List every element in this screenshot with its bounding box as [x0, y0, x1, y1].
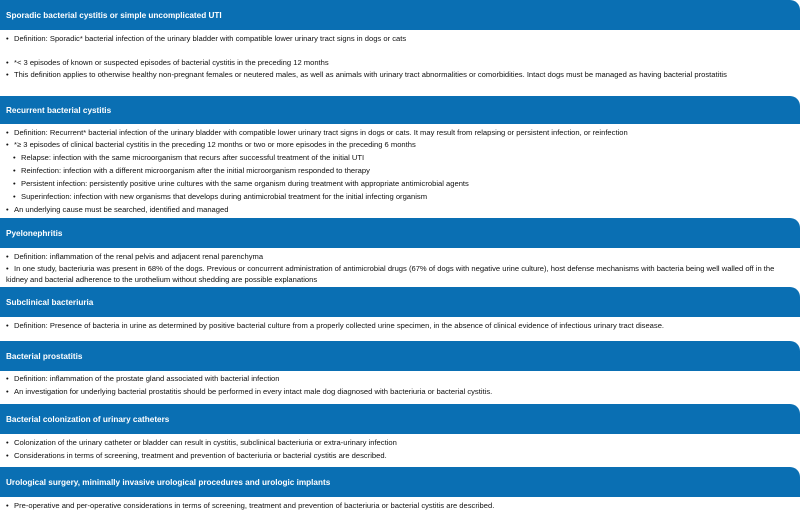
list-item: • In one study, bacteriuria was present in 68% of the dogs. Previous or concurrent administration of antimicrobial drugs (67% of dogs with negative urine culture), host defense mechanisms with bacteria being well walled off in the kidney and bacterial adherence to the urothelium without shedding are possible explanations — [6, 264, 775, 284]
section-header-urological-surgery — [0, 467, 800, 497]
bullet-icon: • — [13, 179, 16, 188]
list-item: • Definition: Recurrent* bacterial infection of the urinary bladder with compatible lower urinary tract signs in dogs or cats. It may result from relapsing or persistent infection, or reinfection — [6, 128, 628, 137]
section-title: Urological surgery, minimally invasive urological procedures and urologic implants — [6, 477, 331, 487]
bullet-icon: • — [6, 321, 9, 330]
bullet-icon: • — [6, 140, 9, 149]
bullet-icon: • — [6, 205, 9, 214]
bullet-icon: • — [6, 501, 9, 510]
list-item: • Persistent infection: persistently positive urine cultures with the same organism during treatment with appropriate antimicrobial agents — [13, 179, 469, 188]
bullet-icon: • — [6, 387, 9, 396]
section-header-sporadic-cystitis — [0, 0, 800, 30]
bullet-icon: • — [6, 34, 9, 43]
section-title: Recurrent bacterial cystitis — [6, 105, 112, 115]
bullet-icon: • — [6, 252, 9, 261]
section-title: Pyelonephritis — [6, 228, 63, 238]
section-header-subclinical-bacteriuria — [0, 287, 800, 317]
list-item: • *< 3 episodes of known or suspected episodes of bacterial cystitis in the preceding 12 months — [6, 58, 329, 67]
section-header-catheter-colonization — [0, 404, 800, 434]
section-header-recurrent-cystitis — [0, 96, 800, 124]
list-item: • Colonization of the urinary catheter or bladder can result in cystitis, subclinical bacteriuria or extra-urinary infection — [6, 438, 397, 447]
list-item: • Definition: inflammation of the renal pelvis and adjacent renal parenchyma — [6, 252, 264, 261]
section-header-bacterial-prostatitis — [0, 341, 800, 371]
list-item: • Pre-operative and per-operative considerations in terms of screening, treatment and prevention of bacteriuria or bacterial cystitis are described. — [6, 501, 495, 510]
bullet-icon: • — [6, 264, 9, 273]
list-item: • Relapse: infection with the same microorganism that recurs after successful treatment of the initial UTI — [13, 153, 365, 162]
bullet-icon: • — [6, 128, 9, 137]
bullet-icon: • — [6, 438, 9, 447]
list-item: • Considerations in terms of screening, treatment and prevention of bacteriuria or bacterial cystitis are described. — [6, 451, 387, 460]
list-item: • Definition: Sporadic* bacterial infection of the urinary bladder with compatible lower urinary tract signs in dogs or cats — [6, 34, 407, 43]
list-item: • Definition: inflammation of the prostate gland associated with bacterial infection — [6, 374, 280, 383]
list-item: • *≥ 3 episodes of clinical bacterial cystitis in the preceding 12 months or two or more episodes in the preceding 6 months — [6, 140, 416, 149]
bullet-icon: • — [13, 192, 16, 201]
section-title: Bacterial colonization of urinary catheters — [6, 414, 170, 424]
bullet-icon: • — [6, 70, 9, 79]
bullet-icon: • — [6, 374, 9, 383]
list-item: • An underlying cause must be searched, identified and managed — [6, 205, 229, 214]
section-title: Subclinical bacteriuria — [6, 297, 94, 307]
list-item: • An investigation for underlying bacterial prostatitis should be performed in every intact male dog diagnosed with bacteriuria or bacterial cystitis. — [6, 387, 493, 396]
section-title: Sporadic bacterial cystitis or simple uncomplicated UTI — [6, 10, 222, 20]
list-item: • Superinfection: infection with new organisms that develops during antimicrobial treatment for the initial infecting organism — [13, 192, 428, 201]
bullet-icon: • — [6, 451, 9, 460]
list-item: • Definition: Presence of bacteria in urine as determined by positive bacterial culture from a properly collected urine specimen, in the absence of clinical evidence of infectious urinary tract disease. — [6, 321, 665, 330]
bullet-icon: • — [13, 153, 16, 162]
list-item: • This definition applies to otherwise healthy non-pregnant females or neutered males, as well as animals with urinary tract abnormalities or comorbidities. Intact dogs must be managed as having bacterial prostatitis — [6, 70, 727, 79]
list-item: • Reinfection: infection with a different microorganism after the initial microorganism responded to therapy — [13, 166, 370, 175]
bullet-icon: • — [6, 58, 9, 67]
section-title: Bacterial prostatitis — [6, 351, 83, 361]
bullet-icon: • — [13, 166, 16, 175]
section-header-pyelonephritis — [0, 218, 800, 248]
